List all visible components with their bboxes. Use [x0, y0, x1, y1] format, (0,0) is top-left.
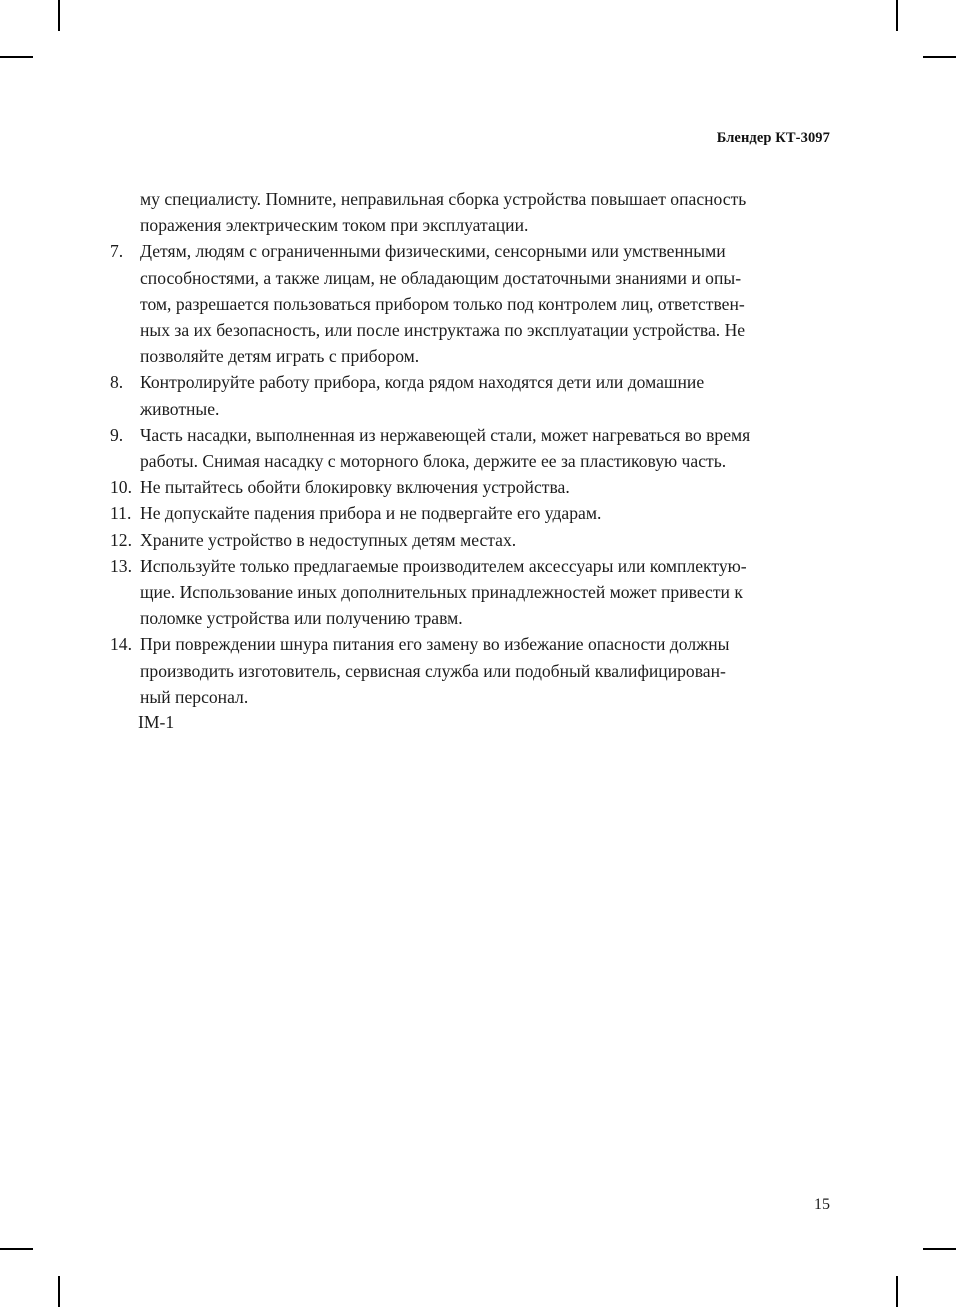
list-item — [110, 422, 832, 474]
list-item-line: Часть насадки, выполненная из нержавеющей стали, может нагреваться во время — [140, 424, 751, 445]
list-item-line: позволяйте детям играть с прибором. — [140, 346, 420, 367]
im-code: IM-1 — [138, 712, 175, 732]
list-item — [110, 369, 832, 421]
list-item-line: животные. — [140, 398, 220, 419]
list-item-marker: 7. — [110, 241, 124, 262]
page-number: 15 — [814, 1196, 830, 1213]
list-item-line: том, разрешается пользоваться прибором только под контролем лиц, ответствен- — [140, 293, 745, 314]
running-head: Блендер КТ-3097 — [716, 130, 830, 146]
list-item-marker: 14. — [110, 634, 132, 655]
list-item — [110, 500, 832, 526]
list-item-line: Детям, людям с ограниченными физическими, сенсорными или умственными — [140, 241, 726, 262]
list-item-line: Не пытайтесь обойти блокировку включения устройства. — [140, 477, 570, 498]
list-item — [110, 553, 832, 632]
list-item-line: Используйте только предлагаемые производителем аксессуары или комплектую- — [140, 555, 747, 576]
list-item-marker: 13. — [110, 555, 132, 576]
continued-paragraph — [110, 186, 832, 238]
page-body — [110, 186, 832, 710]
list-item-line: ных за их безопасность, или после инструктажа по эксплуатации устройства. Не — [140, 320, 746, 341]
paragraph-line: поражения электрическим током при эксплуатации. — [140, 215, 529, 236]
list-item-line: поломке устройства или получению травм. — [140, 608, 463, 629]
list-item-line: Не допускайте падения прибора и не подвергайте его ударам. — [140, 503, 602, 524]
list-item — [110, 474, 832, 500]
list-item-line: способностями, а также лицам, не обладающим достаточными знаниями и опы- — [140, 267, 742, 288]
list-item-line: ный персонал. — [140, 686, 249, 707]
list-item-marker: 8. — [110, 372, 124, 393]
list-item — [110, 527, 832, 553]
list-item-line: щие. Использование иных дополнительных принадлежностей может привести к — [140, 582, 743, 603]
paragraph-line: му специалисту. Помните, неправильная сборка устройства повышает опасность — [140, 189, 747, 209]
list-item-line: Храните устройство в недоступных детям местах. — [140, 529, 517, 550]
list-item — [110, 238, 832, 369]
list-item-marker: 12. — [110, 529, 132, 550]
list-item — [110, 631, 832, 710]
list-item-line: Контролируйте работу прибора, когда рядом находятся дети или домашние — [140, 372, 705, 393]
list-item-marker: 11. — [110, 503, 132, 524]
list-item-line: производить изготовитель, сервисная служба или подобный квалифицирован- — [140, 660, 726, 681]
list-item-marker: 9. — [110, 424, 124, 445]
list-item-marker: 10. — [110, 477, 132, 498]
safety-instructions-list — [110, 238, 832, 710]
list-item-line: При повреждении шнура питания его замену во избежание опасности должны — [140, 634, 730, 655]
list-item-line: работы. Снимая насадку с моторного блока, держите ее за пластиковую часть. — [140, 451, 727, 472]
